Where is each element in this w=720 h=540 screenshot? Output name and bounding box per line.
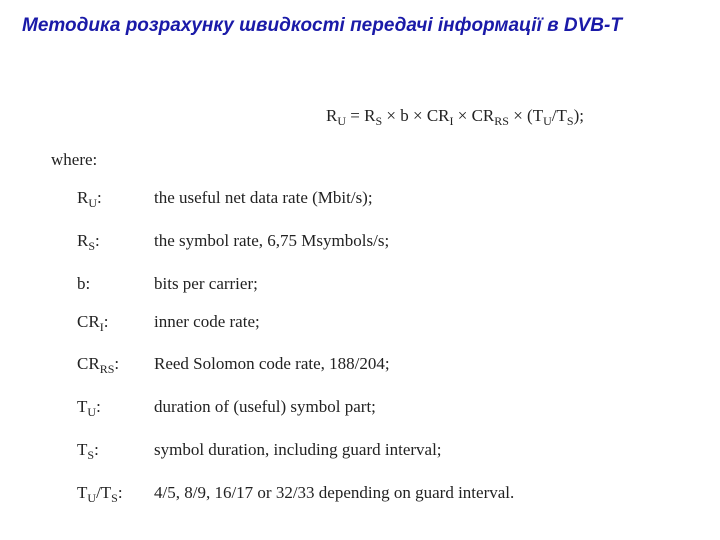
formula-term: × CR	[453, 106, 495, 125]
definition-description: bits per carrier;	[154, 274, 258, 293]
data-rate-formula	[326, 106, 584, 126]
definition-row	[0, 397, 720, 427]
definition-symbol: $T_U$:	[77, 397, 101, 419]
definition-symbol: $T_U/T_S$:	[77, 483, 123, 505]
definition-symbol: $CR_{RS}$:	[77, 354, 120, 376]
formula-term: );	[573, 106, 584, 125]
formula-term: /T	[551, 106, 567, 125]
definition-symbol: $CR_I$:	[77, 312, 109, 334]
formula-term: = R	[346, 106, 376, 125]
definition-row	[0, 188, 720, 218]
formula-term: × (T	[508, 106, 544, 125]
definition-description: duration of (useful) symbol part;	[154, 397, 376, 416]
definition-symbol: b:	[77, 274, 91, 293]
formula-subscript: I	[449, 114, 454, 128]
where-label: where:	[51, 150, 98, 169]
definition-symbol: $R_U$:	[77, 188, 102, 210]
formula-subscript: S	[566, 114, 574, 128]
definition-row	[0, 274, 720, 304]
formula-subscript: RS	[494, 114, 509, 128]
definition-description: inner code rate;	[154, 312, 260, 331]
definition-description: 4/5, 8/9, 16/17 or 32/33 depending on guard interval.	[154, 483, 515, 502]
definition-description: the symbol rate, 6,75 Msymbols/s;	[154, 231, 390, 250]
formula-term: R	[326, 106, 338, 125]
formula-subscript: U	[337, 114, 347, 128]
definition-symbol: $T_S$:	[77, 440, 99, 462]
definition-row	[0, 231, 720, 261]
definition-row	[0, 440, 720, 470]
definition-symbol: $R_S$:	[77, 231, 100, 253]
formula-term: × b × CR	[382, 106, 450, 125]
definition-row	[0, 312, 720, 342]
formula-subscript: U	[543, 114, 552, 128]
formula-subscript: S	[375, 114, 383, 128]
definition-description: the useful net data rate (Mbit/s);	[154, 188, 373, 207]
page-title: Методика розрахунку швидкості передачі інформації в DVB-T	[22, 15, 622, 36]
definition-row	[0, 483, 720, 513]
definition-description: symbol duration, including guard interval;	[154, 440, 442, 459]
definition-description: Reed Solomon code rate, 188/204;	[154, 354, 390, 373]
definition-row	[0, 354, 720, 384]
